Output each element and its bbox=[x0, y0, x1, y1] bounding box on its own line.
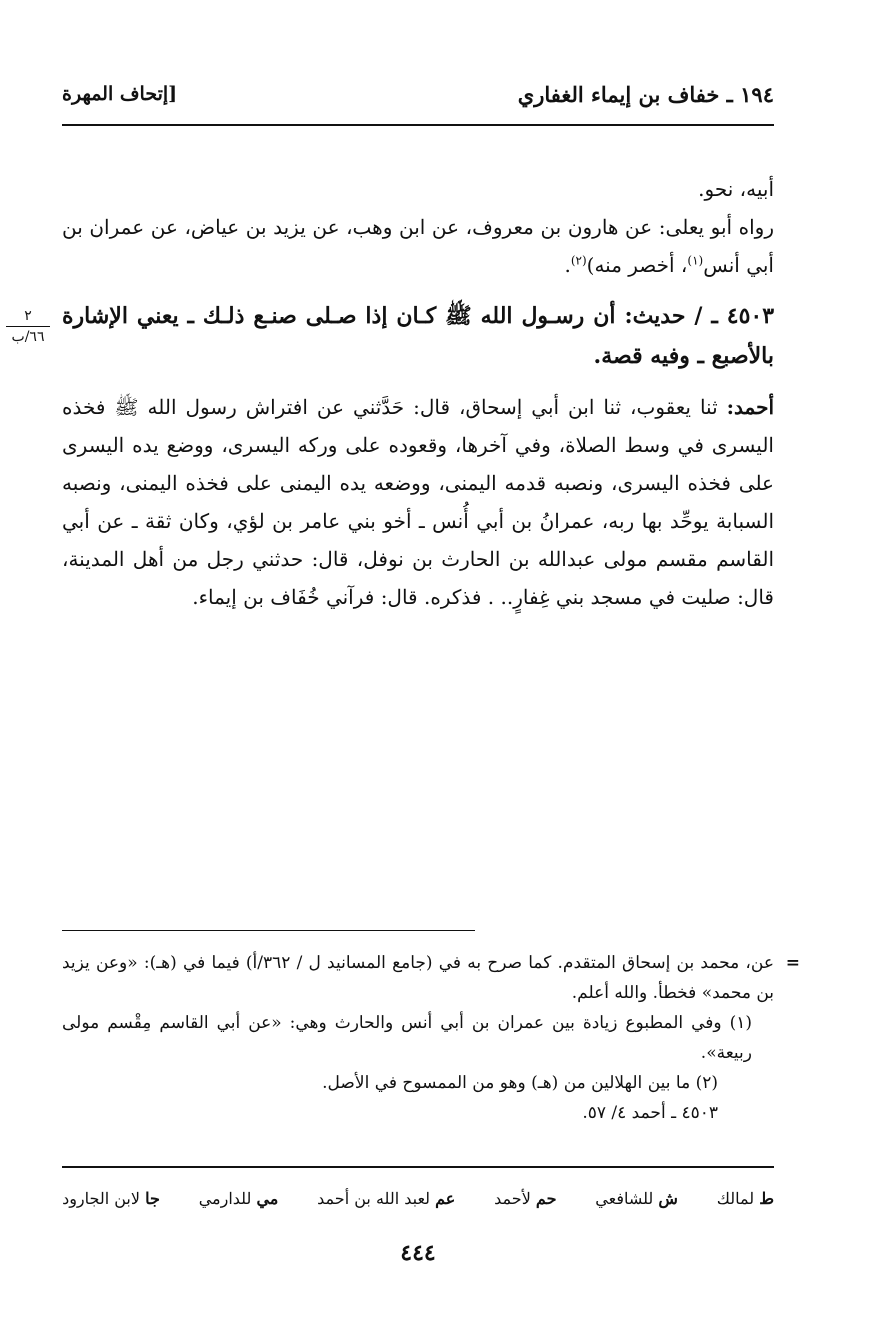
footnote-ref-1[interactable]: (١) bbox=[687, 253, 704, 268]
footnote-continuation-text: عن، محمد بن إسحاق المتقدم. كما صرح به في (جامع المسانيد ل / ٣٦٢/أ) فيما في (هـ): «وعن يزيد بن محمد» فخطأ. والله أعلم. bbox=[62, 953, 774, 1003]
footnote-ref-2[interactable]: (٢) bbox=[570, 253, 587, 268]
footnote-rule bbox=[62, 930, 475, 931]
abbr-item: جا لابن الجارود bbox=[62, 1189, 160, 1208]
footnote-2: (٢) ما بين الهلالين من (هـ) وهو من الممسوح في الأصل. bbox=[322, 1073, 718, 1093]
riwaya-text-3: . bbox=[564, 253, 571, 277]
abbr-item: حم لأحمد bbox=[494, 1189, 557, 1208]
riwaya-text-2: ، أخصر منه) bbox=[586, 253, 688, 277]
folio-ref-top: ٢ bbox=[6, 308, 50, 327]
footnote-continuation bbox=[62, 948, 800, 1008]
riwaya-text-1: رواه أبو يعلى: عن هارون بن معروف، عن ابن وهب، عن يزيد بن عياض، عن عمران بن أبي أنس bbox=[62, 215, 774, 277]
paragraph-spacer bbox=[62, 376, 774, 388]
footnote-1: (١) وفي المطبوع زيادة بين عمران بن أبي أنس والحارث وهي: «عن أبي القاسم مِقْسم مولى ربيعة». bbox=[62, 1013, 752, 1063]
manuscript-folio-reference bbox=[0, 308, 56, 346]
abbreviations-rule bbox=[62, 1166, 774, 1168]
abbr-item: ط لمالك bbox=[716, 1189, 774, 1208]
folio-ref-bottom: ٦٦/ب bbox=[11, 329, 45, 345]
hadith-heading: ٤٥٠٣ ـ / حديث: أن رسـول الله ﷺ كـان إذا صـلى صنـع ذلـك ـ يعني الإشارة بالأصبع ـ وفيه قصة. bbox=[62, 303, 775, 369]
paragraph-spacer bbox=[62, 284, 774, 296]
riwaya-paragraph bbox=[62, 208, 774, 284]
ahmad-label: أحمد: bbox=[726, 395, 775, 419]
continuation-mark: = bbox=[785, 953, 800, 973]
abbr-item: عم لعبد الله بن أحمد bbox=[317, 1189, 456, 1208]
ahmad-text: ثنا يعقوب، ثنا ابن أبي إسحاق، قال: حَدَّثني عن افتراش رسول الله ﷺ فخذه اليسرى في وسط الصلاة، وفي آخرها، وقعوده على وركه اليسرى، ووضع يده اليسرى على فخذه اليسرى، ونصبه قدمه اليمنى، ووضعه يده اليمنى على فخذه اليمنى، ونصبه السبابة يوحِّد بها ربه، عمرانُ بن أبي أُنس ـ أخو بني عامر بن لؤي، وكان ثقة ـ عن أبي القاسم مقسم مولى عبدالله بن الحارث بن نوفل، قال: حدثني رجل من أهل المدينة، قال: صليت في مسجد بني غِفارٍ.. . فذكره. قال: فرآني خُفَاف بن إيماء. bbox=[62, 395, 774, 609]
abbr-item: مي للدارمي bbox=[198, 1189, 279, 1208]
page-number: ٤٤٤ bbox=[400, 1240, 436, 1266]
main-text bbox=[62, 170, 774, 616]
chapter-title: ١٩٤ ـ خفاف بن إيماء الغفاري bbox=[517, 81, 774, 107]
running-header bbox=[62, 74, 774, 114]
book-title: [إتحاف المهرة bbox=[62, 83, 178, 105]
header-rule bbox=[62, 124, 774, 126]
abbr-item: ش للشافعي bbox=[595, 1189, 678, 1208]
footnotes bbox=[62, 948, 800, 1128]
book-page bbox=[11, 0, 800, 1337]
abbreviations-key bbox=[62, 1184, 774, 1214]
ahmad-paragraph bbox=[62, 388, 774, 616]
footnote-source-ref: ٤٥٠٣ ـ أحمد ٤/ ٥٧. bbox=[582, 1103, 718, 1123]
text-line-abihi: أبيه، نحو. bbox=[698, 177, 774, 201]
